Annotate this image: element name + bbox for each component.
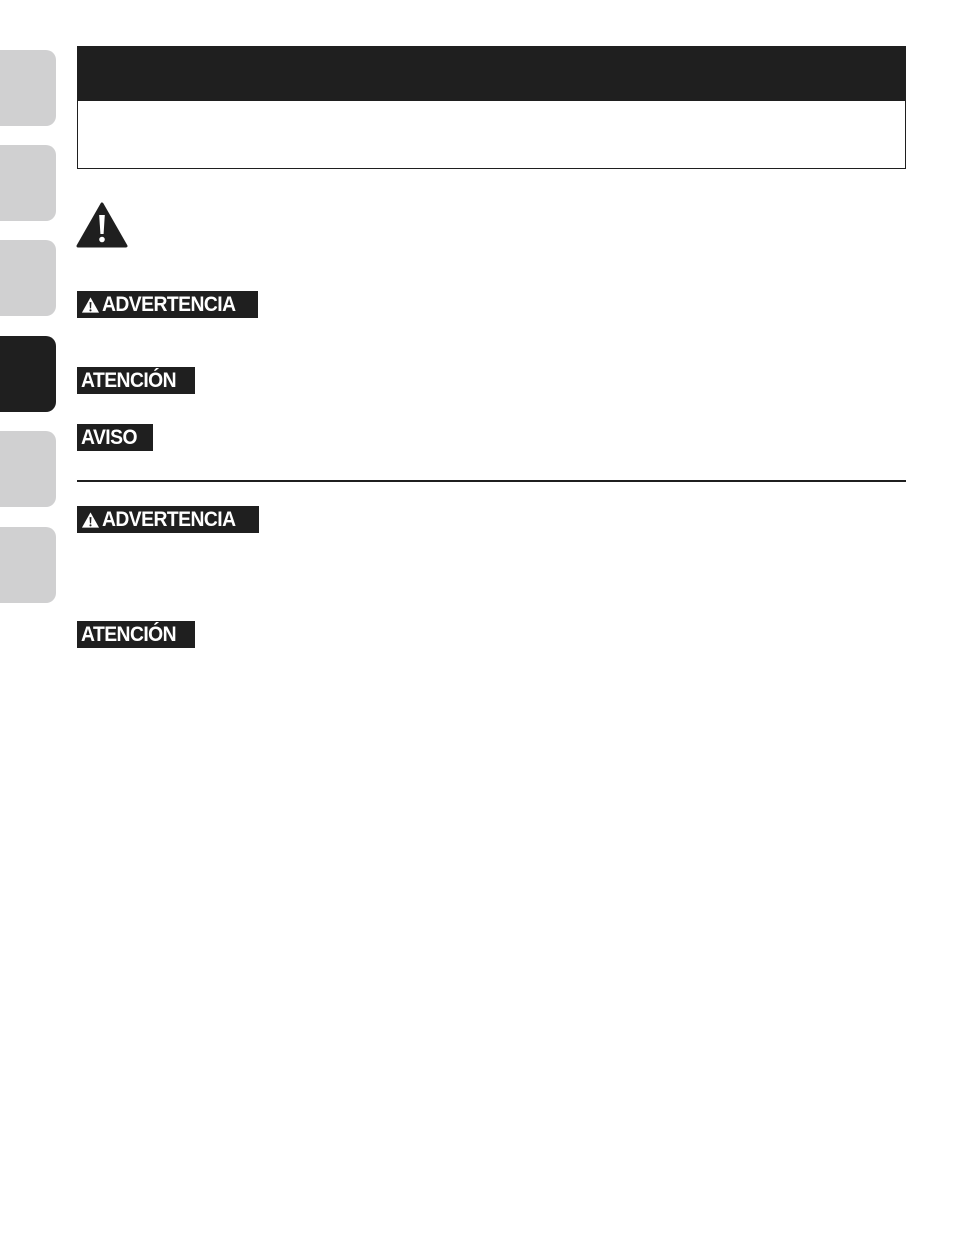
side-tab-4[interactable] <box>0 336 56 412</box>
side-tab-5[interactable] <box>0 431 56 507</box>
safety-alert-icon <box>76 202 128 248</box>
caution-label <box>77 367 195 394</box>
section-header-box <box>77 101 906 169</box>
warning-triangle-icon <box>81 511 100 529</box>
section-divider <box>77 480 906 482</box>
side-tab-3[interactable] <box>0 240 56 316</box>
caution-label-2 <box>77 621 195 648</box>
section-header-bar <box>77 46 906 102</box>
warning-label-text: ADVERTENCIA <box>102 293 236 316</box>
caution-label-2-text: ATENCIÓN <box>81 623 177 646</box>
side-tab-2[interactable] <box>0 145 56 221</box>
notice-label <box>77 424 153 451</box>
side-tab-1[interactable] <box>0 50 56 126</box>
warning-label <box>77 291 258 318</box>
warning-label-2 <box>77 506 259 533</box>
notice-label-text: AVISO <box>81 426 137 449</box>
side-tab-6[interactable] <box>0 527 56 603</box>
warning-label-2-text: ADVERTENCIA <box>102 508 236 531</box>
warning-triangle-icon <box>81 296 100 314</box>
caution-label-text: ATENCIÓN <box>81 369 177 392</box>
